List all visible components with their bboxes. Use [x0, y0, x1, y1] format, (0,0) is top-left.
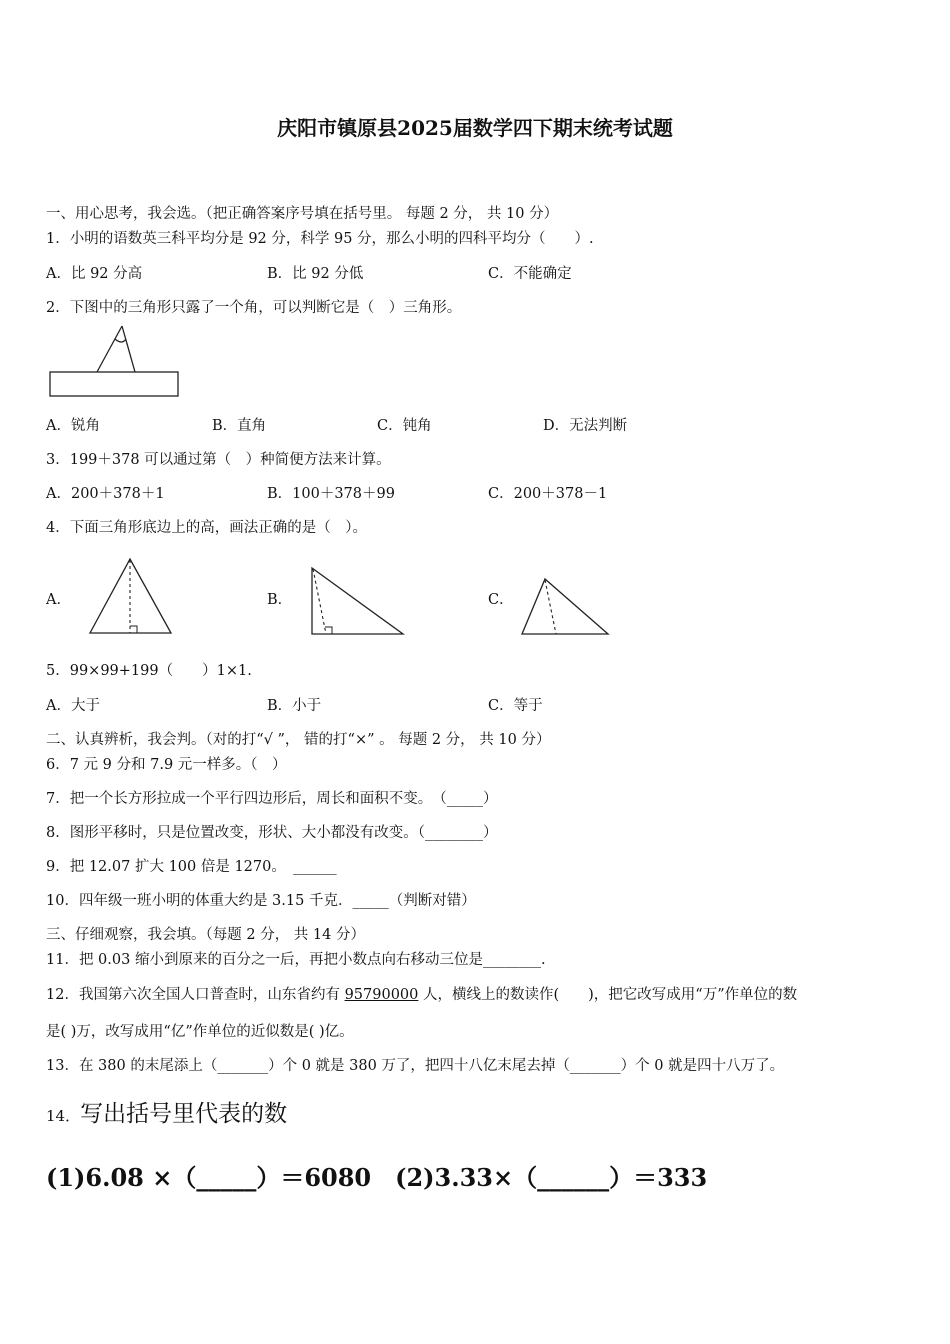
question-12-line-1: [46, 983, 797, 1004]
question-9: 9．把 12.07 扩大 100 倍是 1270。 ______: [46, 859, 337, 875]
question-11: 11．把 0.03 缩小到原来的百分之一后，再把小数点向右移动三位是________.: [46, 952, 546, 968]
triangle-side-left: [97, 326, 122, 372]
q5-option-c: C．等于: [488, 698, 543, 714]
section-1-heading: 一、用心思考，我会选。（把正确答案序号填在括号里。 每题 2 分， 共 10 分）: [46, 206, 559, 222]
q1-option-a: A．比 92 分高: [46, 266, 143, 282]
question-14-heading: [46, 1095, 287, 1128]
question-4: 4．下面三角形底边上的高，画法正确的是（ ）。: [46, 520, 367, 536]
q4-option-a: A．: [46, 592, 71, 608]
q12-underlined-number: 95790000: [344, 987, 419, 1003]
triangle-c-figure: [520, 576, 612, 638]
partial-triangle-figure: [48, 323, 180, 399]
triangle-a-figure: [88, 557, 174, 635]
q12-suffix: 人，横线上的数读作( )，把它改写成用“万”作单位的数: [418, 987, 798, 1003]
q2-option-d: D．无法判断: [543, 418, 628, 434]
q12-prefix: 12．我国第六次全国人口普查时，山东省约有: [46, 987, 345, 1003]
q2-option-c: C．钝角: [377, 418, 432, 434]
q1-option-c: C．不能确定: [488, 266, 572, 282]
question-14-expression: (1)6.08 ×（_____）＝6080 (2)3.33×（______）＝333: [46, 1163, 708, 1192]
question-3: 3．199＋378 可以通过第（ ）种简便方法来计算。: [46, 452, 391, 468]
q2-option-b: B．直角: [212, 418, 267, 434]
covering-rectangle: [50, 372, 178, 396]
q14-text: 写出括号里代表的数: [80, 1101, 288, 1127]
q3-option-b: B．100＋378＋99: [267, 486, 395, 502]
page-title: 庆阳市镇原县2025届数学四下期末统考试题: [277, 116, 673, 140]
q5-option-b: B．小于: [267, 698, 322, 714]
q4-option-c: C．: [488, 592, 514, 608]
angle-arc: [115, 339, 126, 342]
q14-number: 14．: [46, 1107, 81, 1125]
question-12-line-2: 是( )万，改写成用“亿”作单位的近似数是( )亿。: [46, 1024, 354, 1040]
section-3-heading: 三、仔细观察，我会填。（每题 2 分， 共 14 分）: [46, 927, 365, 943]
question-7: 7．把一个长方形拉成一个平行四边形后，周长和面积不变。 （_____）: [46, 791, 498, 807]
section-2-heading: 二、认真辨析，我会判。（对的打“√ ”， 错的打“×” 。 每题 2 分， 共 10 分）: [46, 732, 551, 748]
q3-option-a: A．200＋378＋1: [46, 486, 165, 502]
q1-option-b: B．比 92 分低: [267, 266, 364, 282]
question-6: 6．7 元 9 分和 7.9 元一样多。（ ）: [46, 757, 287, 773]
question-13: 13．在 380 的末尾添上（_______）个 0 就是 380 万了，把四十八亿末尾去掉（_______）个 0 就是四十八万了。: [46, 1058, 785, 1074]
question-1: 1．小明的语数英三科平均分是 92 分，科学 95 分，那么小明的四科平均分（ ）.: [46, 231, 594, 247]
question-5: 5．99×99+199（ ）1×1.: [46, 663, 252, 679]
q4-option-b: B．: [267, 592, 293, 608]
question-10: 10．四年级一班小明的体重大约是 3.15 千克．_____（判断对错）: [46, 893, 476, 909]
q2-option-a: A．锐角: [46, 418, 100, 434]
q3-option-c: C．200＋378－1: [488, 486, 608, 502]
triangle-side-right: [122, 326, 135, 372]
q5-option-a: A．大于: [46, 698, 100, 714]
question-8: 8．图形平移时，只是位置改变，形状、大小都没有改变。（________）: [46, 825, 498, 841]
triangle-b-figure: [308, 565, 406, 637]
question-2: 2．下图中的三角形只露了一个角，可以判断它是（ ）三角形。: [46, 300, 462, 316]
